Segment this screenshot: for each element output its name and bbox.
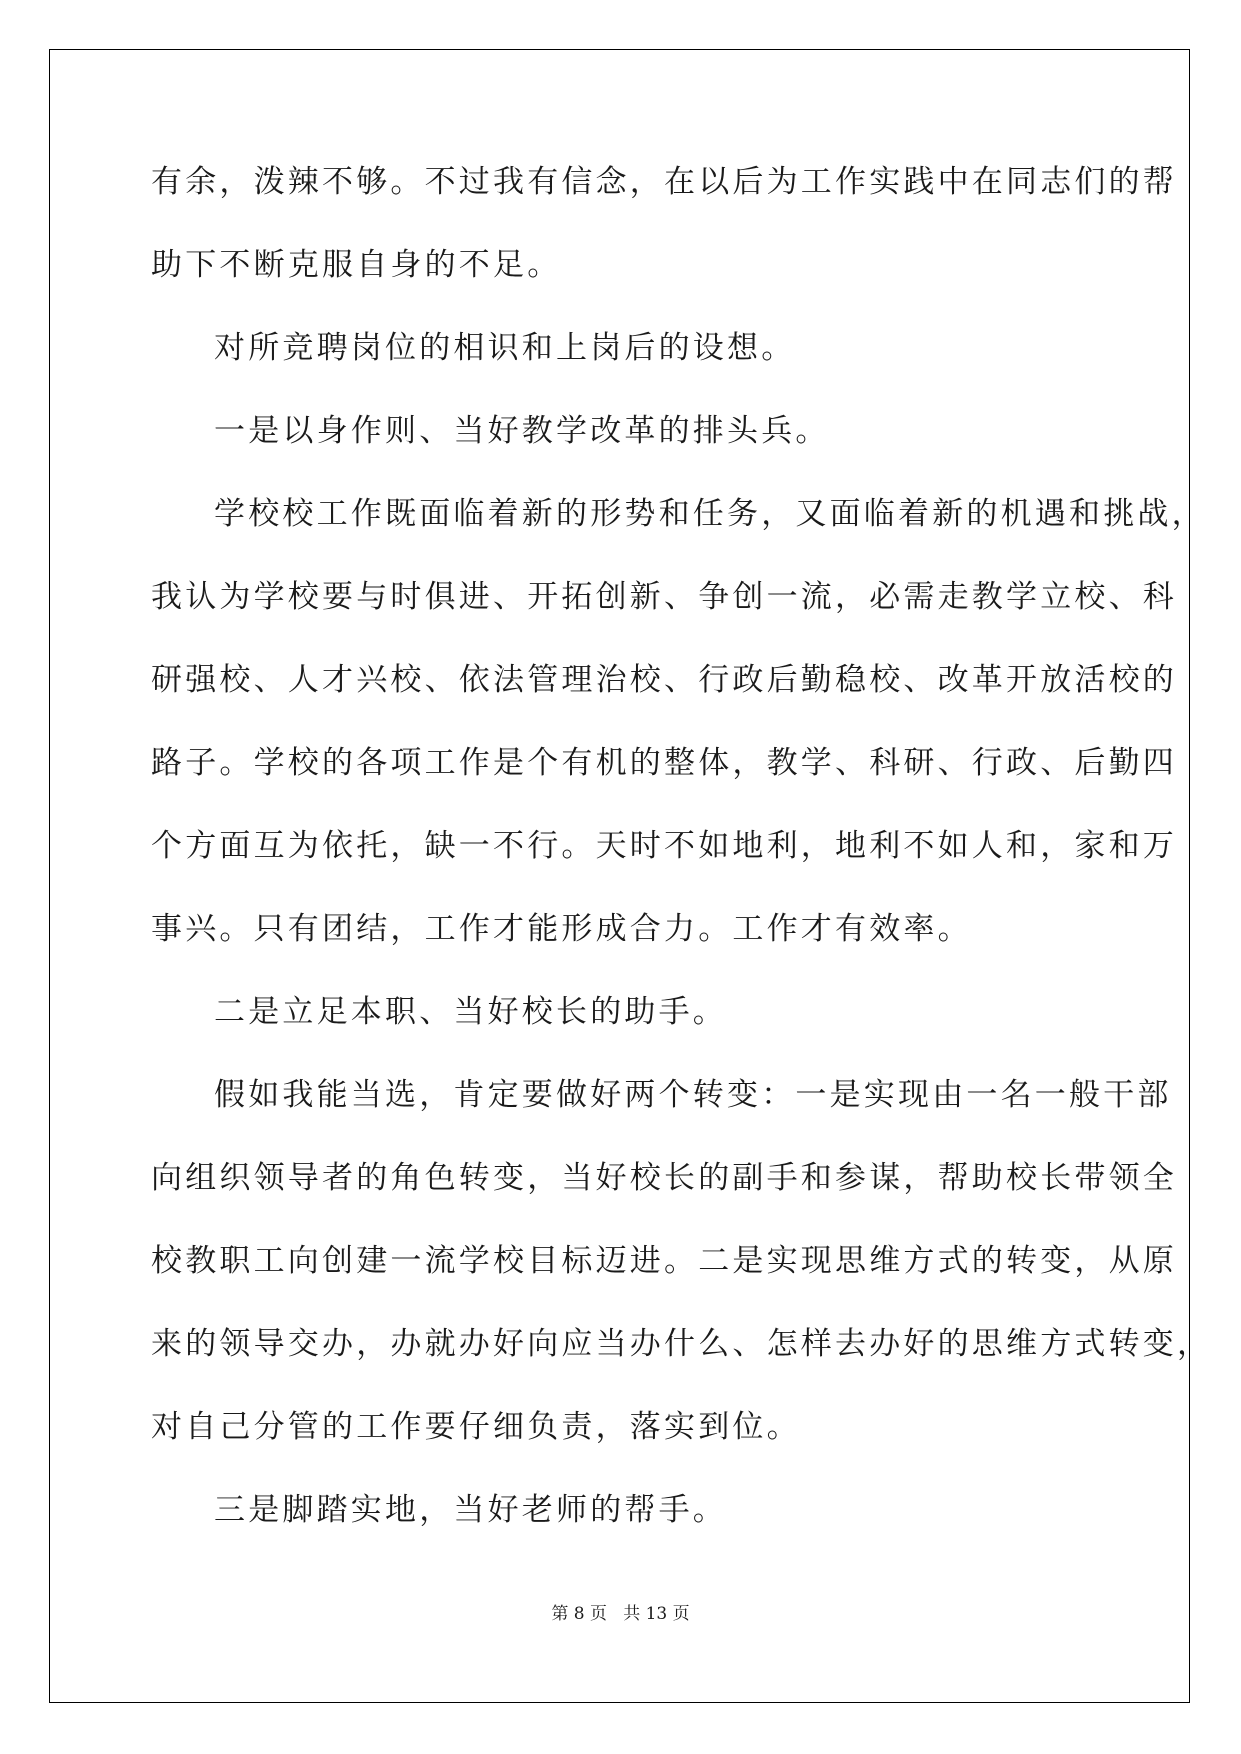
page-number: 第 8 页 bbox=[551, 1604, 607, 1624]
text-line: 向组织领导者的角色转变，当好校长的副手和参谋，帮助校长带领全 bbox=[151, 1160, 1177, 1196]
paragraph-heading: 一是以身作则、当好教学改革的排头兵。 bbox=[214, 413, 830, 449]
text-line: 事兴。只有团结，工作才能形成合力。工作才有效率。 bbox=[151, 911, 972, 947]
text-line: 研强校、人才兴校、依法管理治校、行政后勤稳校、改革开放活校的 bbox=[151, 662, 1177, 698]
paragraph-heading: 二是立足本职、当好校长的助手。 bbox=[214, 994, 727, 1030]
page-footer bbox=[0, 1603, 1241, 1625]
text-line: 我认为学校要与时俱进、开拓创新、争创一流，必需走教学立校、科 bbox=[151, 579, 1177, 615]
paragraph-heading: 对所竞聘岗位的相识和上岗后的设想。 bbox=[214, 330, 796, 366]
paragraph-heading: 三是脚踏实地，当好老师的帮手。 bbox=[214, 1492, 727, 1528]
text-line: 假如我能当选，肯定要做好两个转变：一是实现由一名一般干部 bbox=[214, 1077, 1172, 1113]
text-line: 路子。学校的各项工作是个有机的整体，教学、科研、行政、后勤四 bbox=[151, 745, 1177, 781]
text-line: 个方面互为依托，缺一不行。天时不如地利，地利不如人和，家和万 bbox=[151, 828, 1177, 864]
text-line: 对自己分管的工作要仔细负责，落实到位。 bbox=[151, 1409, 801, 1445]
page-total: 共 13 页 bbox=[623, 1604, 690, 1624]
text-line: 有余，泼辣不够。不过我有信念，在以后为工作实践中在同志们的帮 bbox=[151, 164, 1177, 200]
text-line: 来的领导交办，办就办好向应当办什么、怎样去办好的思维方式转变， bbox=[151, 1326, 1212, 1362]
text-line: 校教职工向创建一流学校目标迈进。二是实现思维方式的转变，从原 bbox=[151, 1243, 1177, 1279]
document-body bbox=[151, 162, 1212, 1573]
text-line: 助下不断克服自身的不足。 bbox=[151, 247, 562, 283]
text-line: 学校校工作既面临着新的形势和任务，又面临着新的机遇和挑战， bbox=[214, 496, 1206, 532]
